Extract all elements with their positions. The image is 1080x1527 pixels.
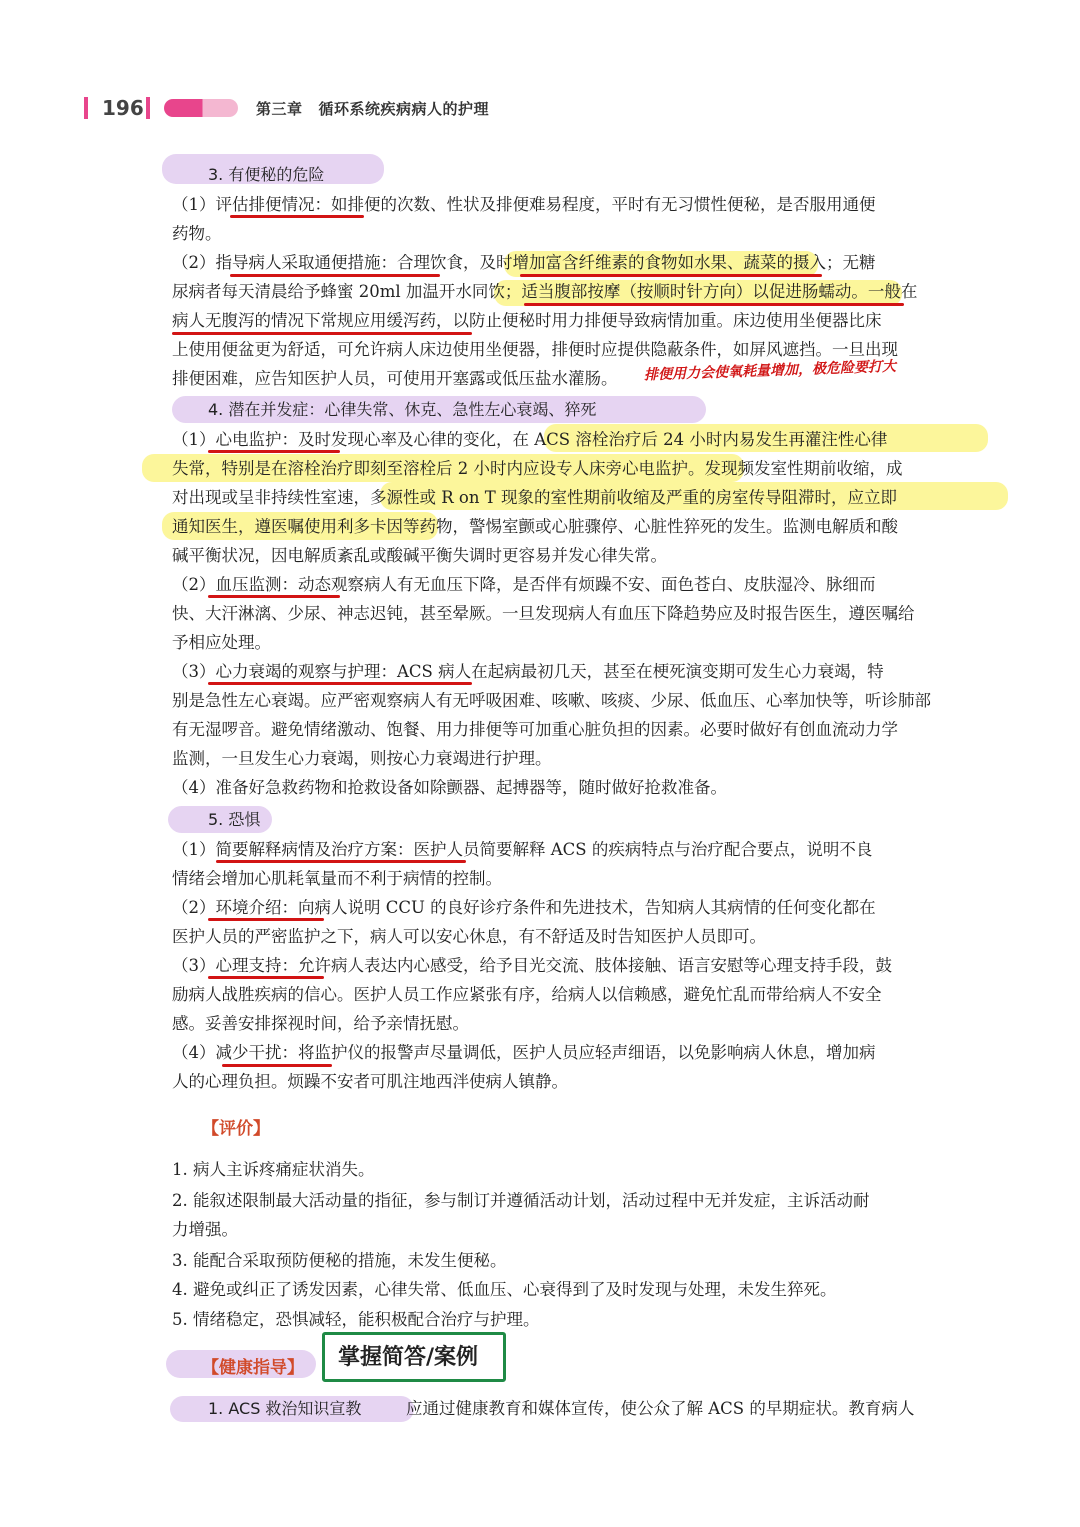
s4-line: 别是急性左心衰竭。应严密观察病人有无呼吸困难、咳嗽、咳痰、少尿、低血压、心率加快等，听诊肺部 <box>172 691 931 710</box>
red-underline <box>216 860 466 863</box>
chapter-number: 第三章 <box>256 100 303 118</box>
section-5-title: 5. 恐惧 <box>208 810 261 829</box>
s5-line: （1）简要解释病情及治疗方案：医护人员简要解释 ACS 的疾病特点与治疗配合要点，说明不良 <box>172 840 873 859</box>
evaluation-line: 5. 情绪稳定，恐惧减轻，能积极配合治疗与护理。 <box>172 1310 540 1329</box>
health-item1-title: 1. ACS 救治知识宣教 <box>208 1399 362 1418</box>
s4-line: 失常，特别是在溶栓治疗即刻至溶栓后 2 小时内应设专人床旁心电监护。发现频发室性期前收缩，成 <box>172 459 903 478</box>
s4-line: 通知医生，遵医嘱使用利多卡因等药物，警惕室颤或心脏骤停、心脏性猝死的发生。监测电解质和酸 <box>172 517 898 536</box>
red-underline <box>230 215 364 218</box>
s5-line: （2）环境介绍：向病人说明 CCU 的良好诊疗条件和先进技术，告知病人其病情的任何变化都在 <box>172 898 876 917</box>
s3-line: 上使用便盆更为舒适，可允许病人床边使用坐便器，排便时应提供隐蔽条件，如屏风遮挡。一旦出现 <box>172 340 898 359</box>
red-underline <box>520 274 822 277</box>
handwritten-note-red: 排便用力会使氧耗量增加，极危险要打大 <box>643 358 897 384</box>
s5-line: 人的心理负担。烦躁不安者可肌注地西泮使病人镇静。 <box>172 1072 568 1091</box>
s5-line: （4）减少干扰：将监护仪的报警声尽量调低，医护人员应轻声细语，以免影响病人休息，增加病 <box>172 1043 876 1062</box>
s4-line: 快、大汗淋漓、少尿、神志迟钝，甚至晕厥。一旦发现病人有血压下降趋势应及时报告医生，遵医嘱给 <box>172 604 915 623</box>
evaluation-line: 4. 避免或纠正了诱发因素，心律失常、低血压、心衰得到了及时发现与处理，未发生猝死。 <box>172 1280 837 1299</box>
section-4-title: 4. 潜在并发症：心律失常、休克、急性左心衰竭、猝死 <box>208 400 597 419</box>
red-underline <box>230 274 440 277</box>
s3-line: （2）指导病人采取通便措施：合理饮食，及时增加富含纤维素的食物如水果、蔬菜的摄入；无糖 <box>172 253 876 272</box>
s3-line: 排便困难，应告知医护人员，可使用开塞露或低压盐水灌肠。 <box>172 369 618 388</box>
s3-line: 病人无腹泻的情况下常规应用缓泻药，以防止便秘时用力排便导致病情加重。床边使用坐便器比床 <box>172 311 882 330</box>
s3-line: 尿病者每天清晨给予蜂蜜 20ml 加温开水同饮；适当腹部按摩（按顺时针方向）以促进肠蠕动。一般在 <box>172 282 918 301</box>
header-bar-left <box>84 97 88 119</box>
header-pill <box>164 99 238 117</box>
s4-line: 有无湿啰音。避免情绪激动、饱餐、用力排便等可加重心脏负担的因素。必要时做好有创血流动力学 <box>172 720 898 739</box>
s4-line: 碱平衡状况，因电解质紊乱或酸碱平衡失调时更容易并发心律失常。 <box>172 546 667 565</box>
handwritten-note-green: 掌握简答/案例 <box>338 1345 479 1370</box>
s5-line: 励病人战胜疾病的信心。医护人员工作应紧张有序，给病人以信赖感，避免忙乱而带给病人不安全 <box>172 985 882 1004</box>
s4-line: （2）血压监测：动态观察病人有无血压下降，是否伴有烦躁不安、面色苍白、皮肤湿冷、脉细而 <box>172 575 876 594</box>
s4-line: 对出现或呈非持续性室速，多源性或 R on T 现象的室性期前收缩及严重的房室传导阻滞时，应立即 <box>172 488 897 507</box>
s4-line: （3）心力衰竭的观察与护理：ACS 病人在起病最初几天，甚至在梗死演变期可发生心力衰竭，特 <box>172 662 884 681</box>
evaluation-line: 1. 病人主诉疼痛症状消失。 <box>172 1160 375 1179</box>
red-underline <box>208 450 340 453</box>
red-underline <box>208 918 324 921</box>
s5-line: 感。妥善安排探视时间，给予亲情抚慰。 <box>172 1014 469 1033</box>
evaluation-title: 【评价】 <box>202 1119 270 1139</box>
s5-line: 医护人员的严密监护之下，病人可以安心休息，有不舒适及时告知医护人员即可。 <box>172 927 766 946</box>
red-underline <box>208 682 472 685</box>
page-number: 196 <box>102 96 144 120</box>
red-underline <box>222 1064 332 1067</box>
red-underline <box>524 303 904 306</box>
red-underline <box>172 332 472 335</box>
chapter-name: 循环系统疾病病人的护理 <box>318 100 490 118</box>
page-header <box>0 95 1080 123</box>
health-item1-text: 应通过健康教育和媒体宣传，使公众了解 ACS 的早期症状。教育病人 <box>406 1399 915 1418</box>
s4-line: （4）准备好急救药物和抢救设备如除颤器、起搏器等，随时做好抢救准备。 <box>172 778 727 797</box>
health-title: 【健康指导】 <box>202 1358 304 1378</box>
s4-line: （1）心电监护：及时发现心率及心律的变化，在 ACS 溶栓治疗后 24 小时内易发生再灌注性心律 <box>172 430 888 449</box>
header-bar-right <box>146 97 150 119</box>
s3-line: （1）评估排便情况：如排便的次数、性状及排便难易程度，平时有无习惯性便秘，是否服用通便 <box>172 195 876 214</box>
s5-line: 情绪会增加心肌耗氧量而不利于病情的控制。 <box>172 869 502 888</box>
s4-line: 监测，一旦发生心力衰竭，则按心力衰竭进行护理。 <box>172 749 552 768</box>
red-underline <box>208 595 340 598</box>
section-3-title: 3. 有便秘的危险 <box>208 165 325 184</box>
s3-line: 药物。 <box>172 224 222 243</box>
evaluation-line: 2. 能叙述限制最大活动量的指征，参与制订并遵循活动计划，活动过程中无并发症，主诉活动耐 <box>172 1191 870 1210</box>
s5-line: （3）心理支持：允许病人表达内心感受，给予目光交流、肢体接触、语言安慰等心理支持手段，鼓 <box>172 956 892 975</box>
evaluation-line: 3. 能配合采取预防便秘的措施，未发生便秘。 <box>172 1251 507 1270</box>
chapter-title <box>256 98 489 119</box>
s4-line: 予相应处理。 <box>172 633 271 652</box>
evaluation-line: 力增强。 <box>172 1220 238 1239</box>
red-underline <box>208 976 324 979</box>
